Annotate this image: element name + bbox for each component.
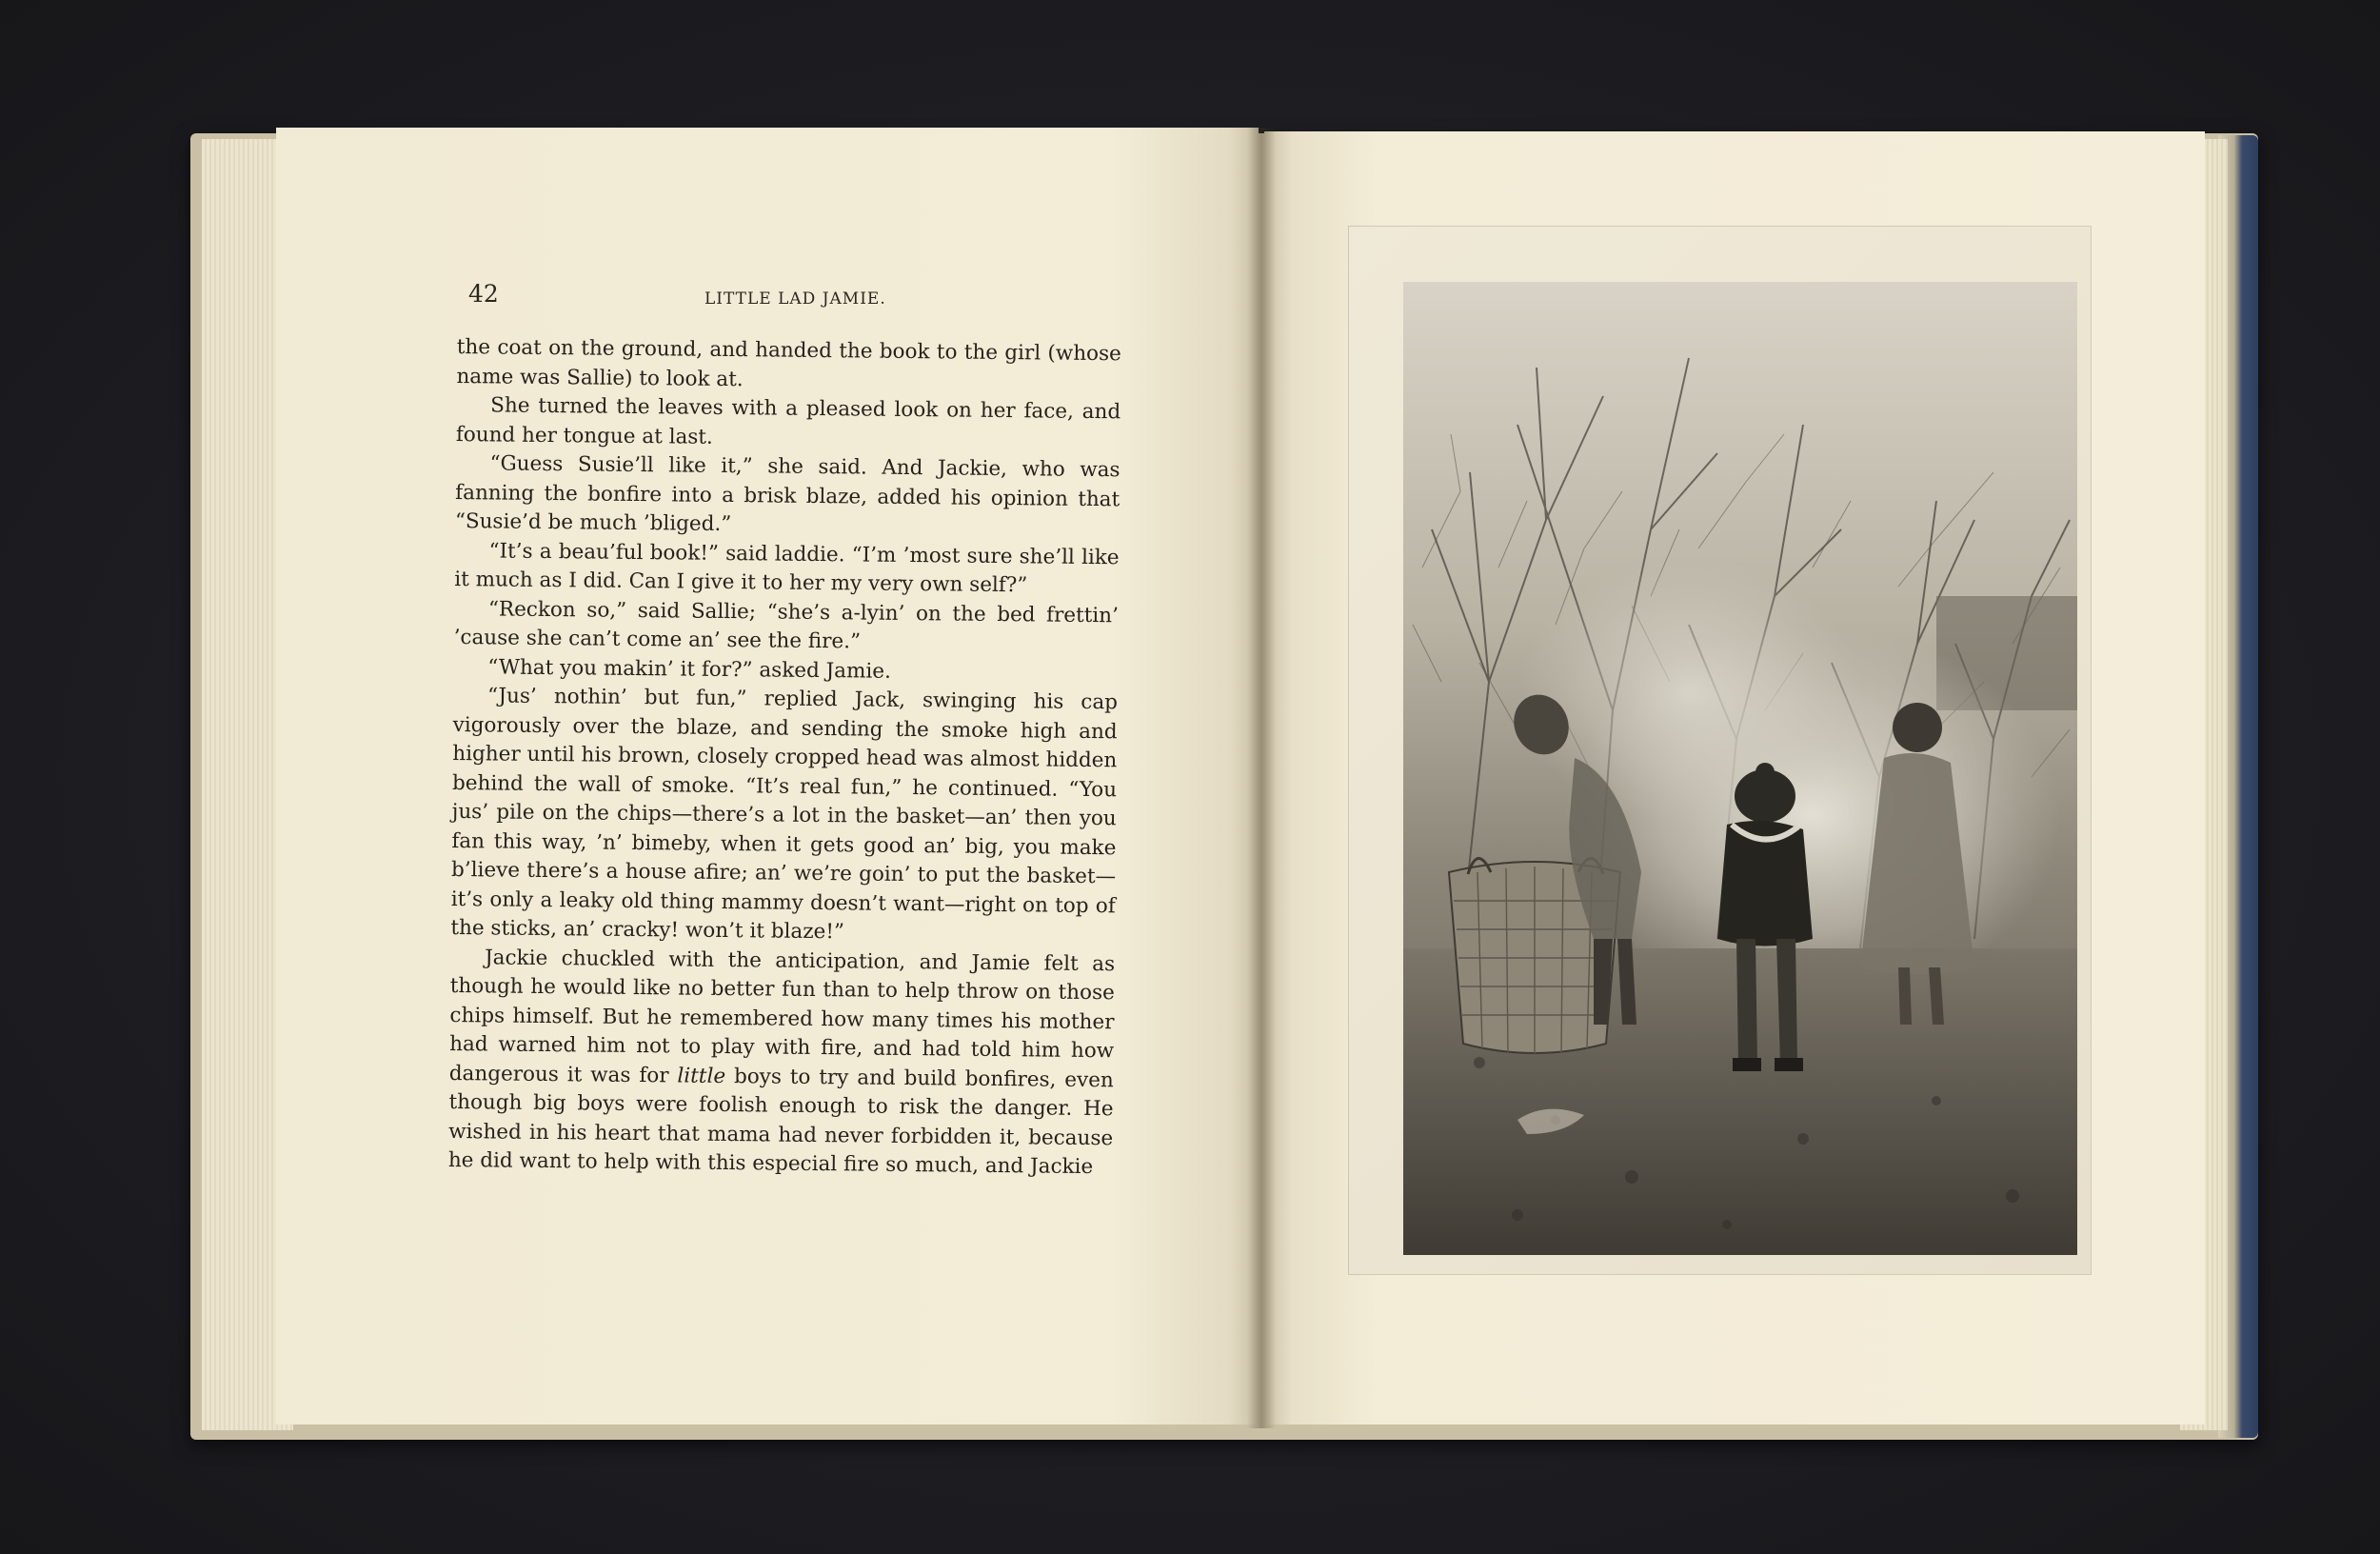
photogravure-illustration (1403, 282, 2077, 1255)
italic-word: little (677, 1063, 726, 1088)
running-title: LITTLE LAD JAMIE. (704, 289, 886, 309)
paragraph-text: boys to try and build bonfires, even though big boys were foolish enough to risk the danger. He wished in his heart that mama had never forbidden it, because he did want to help with this especial fire so much, and Jackie (447, 1064, 1114, 1180)
paragraph: “Jus’ nothin’ but fun,” replied Jack, swinging his cap vigorously over the blaze, and sending the smoke high and higher until his brown, closely cropped head was almost hidden behind the wall of smoke. “It’s real fun,” he continued. “You jus’ pile on the chips—there’s a lot in the basket—an’ then you fan this way, ’n’ bimeby, when it gets good an’ big, you make b’lieve there’s a house afire; an’ we’re goin’ to put the basket—it’s only a leaky old thing mammy doesn’t want—right on top of the sticks, an’ cracky! won’t it blaze!” (450, 684, 1119, 945)
paragraph-text: Jackie chuckled with the anticipation, and Jamie felt as though he would like no better fun than to help throw on those chips himself. But he remembered how many times his mother had warned him not to play with fire, and had told him how dangerous it was for (448, 945, 1116, 1087)
book-gutter (1247, 128, 1276, 1428)
paragraph-last (448, 943, 1116, 1182)
paragraph: the coat on the ground, and handed the book to the girl (whose name was Sallie) to look at. (456, 334, 1121, 391)
paragraph: “Guess Susie’ll like it,” she said. And Jackie, who was fanning the bonfire into a brisk blaze, added his opinion that “Susie’d be much ’bliged.” (454, 451, 1121, 537)
photo-plate (1403, 282, 2077, 1255)
paragraph: “It’s a beau’ful book!” said laddie. “I’m ’most sure she’ll like it much as I did. Can I give it to her my very own self?” (454, 538, 1120, 598)
paragraph: She turned the leaves with a pleased look on her face, and found her tongue at last. (455, 393, 1121, 449)
running-head (468, 280, 1116, 318)
body-text (448, 333, 1121, 1183)
paragraph: “What you makin’ it for?” asked Jamie. (487, 654, 892, 684)
paragraph: “Reckon so,” said Sallie; “she’s a-lyin’ on the bed frettin’ ’cause she can’t come an’ see the fire.” (453, 596, 1120, 654)
page-number: 42 (468, 280, 499, 308)
